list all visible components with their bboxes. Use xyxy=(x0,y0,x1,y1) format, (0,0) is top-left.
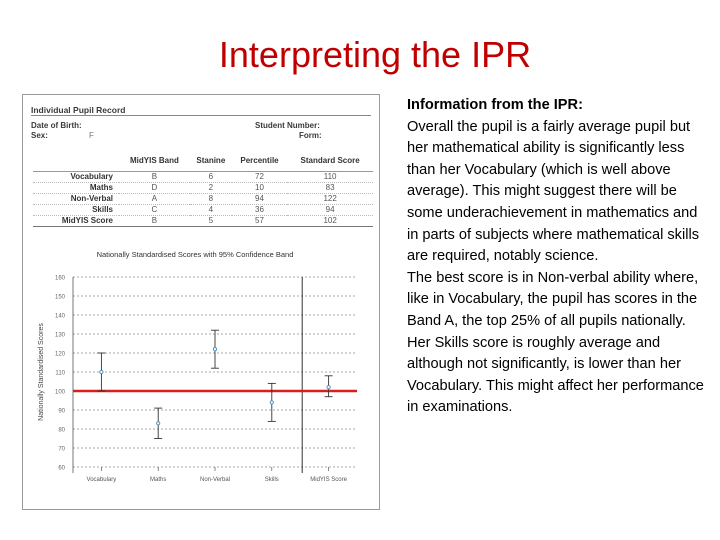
form-label: Form: xyxy=(299,131,322,140)
cell-standard-score: 122 xyxy=(287,194,373,205)
y-tick-label: 80 xyxy=(58,427,65,434)
cell-band: D xyxy=(119,183,190,194)
col-header-percentile: Percentile xyxy=(232,149,287,172)
y-tick-label: 160 xyxy=(54,275,65,282)
chart-svg xyxy=(27,229,373,505)
cell-stanine: 2 xyxy=(190,183,232,194)
cell-percentile: 36 xyxy=(232,205,287,216)
explanation-text xyxy=(407,95,705,419)
table-row xyxy=(33,205,373,216)
confidence-band-chart xyxy=(27,229,373,505)
cell-standard-score: 94 xyxy=(287,205,373,216)
cell-stanine: 8 xyxy=(190,194,232,205)
cell-percentile: 10 xyxy=(232,183,287,194)
row-label: Maths xyxy=(33,183,119,194)
score-point xyxy=(270,401,273,404)
row-label: Skills xyxy=(33,205,119,216)
cell-percentile: 57 xyxy=(232,216,287,227)
dob-label: Date of Birth: xyxy=(31,121,82,130)
y-tick-label: 130 xyxy=(54,332,65,339)
cell-standard-score: 83 xyxy=(287,183,373,194)
cell-band: A xyxy=(119,194,190,205)
x-tick-label: Skills xyxy=(264,477,279,483)
cell-percentile: 94 xyxy=(232,194,287,205)
score-point xyxy=(327,386,330,389)
row-label: Vocabulary xyxy=(33,172,119,183)
x-tick-label: Maths xyxy=(150,477,167,483)
cell-stanine: 6 xyxy=(190,172,232,183)
y-tick-label: 90 xyxy=(58,408,65,415)
y-tick-label: 150 xyxy=(54,294,65,301)
cell-standard-score: 102 xyxy=(287,216,373,227)
col-header-stanine: Stanine xyxy=(190,149,232,172)
cell-band: C xyxy=(119,205,190,216)
cell-band: B xyxy=(119,216,190,227)
y-tick-label: 100 xyxy=(54,389,65,396)
chart-title: Nationally Standardised Scores with 95% Confidence Band xyxy=(96,250,294,259)
paragraph-best-score: The best score is in Non-verbal ability where, like in Vocabulary, the pupil has scores in the Band A, the top 25% of all pupils nationally. Her Skills score is roughly average and although not significantly, is lower than her Vocabulary. This might affect her performance in examinations. xyxy=(407,269,704,416)
row-label: Non-Verbal xyxy=(33,194,119,205)
score-point xyxy=(157,422,160,425)
text-heading: Information from the IPR: xyxy=(407,97,583,113)
ipr-report-image xyxy=(22,94,380,510)
chart-marks xyxy=(73,330,357,438)
slide-title: Interpreting the IPR xyxy=(218,34,532,75)
scores-table xyxy=(33,149,373,227)
y-tick-label: 120 xyxy=(54,351,65,358)
paragraph-overall: Overall the pupil is a fairly average pupil but her mathematical ability is significantly less than her Vocabulary (which is well above average). This might suggest there will be some underachievement in mathematics and in parts of subjects where mathematical skills are required, notably science. xyxy=(407,118,699,265)
table-row xyxy=(33,194,373,205)
score-point xyxy=(100,370,103,373)
sex-label: Sex: xyxy=(31,131,48,140)
cell-percentile: 72 xyxy=(232,172,287,183)
table-row xyxy=(33,183,373,194)
ipr-header xyxy=(27,97,375,227)
x-tick-label: Vocabulary xyxy=(86,477,117,483)
record-title: Individual Pupil Record xyxy=(31,105,126,115)
y-tick-label: 60 xyxy=(58,465,65,472)
cell-standard-score: 110 xyxy=(287,172,373,183)
chart-gridlines xyxy=(55,276,357,484)
col-header-blank xyxy=(33,149,119,172)
chart-y-axis-label: Nationally Standardised Scores xyxy=(38,323,45,421)
sex-value: F xyxy=(89,131,94,140)
col-header-band: MidYIS Band xyxy=(119,149,190,172)
cell-stanine: 5 xyxy=(190,216,232,227)
y-tick-label: 140 xyxy=(54,313,65,320)
x-tick-label: MidYIS Score xyxy=(310,477,347,483)
header-divider xyxy=(31,115,371,116)
row-label: MidYIS Score xyxy=(33,216,119,227)
table-row xyxy=(33,216,373,227)
student-number-label: Student Number: xyxy=(255,121,320,130)
cell-band: B xyxy=(119,172,190,183)
score-point xyxy=(213,348,216,351)
y-tick-label: 110 xyxy=(55,370,65,377)
x-tick-label: Non-Verbal xyxy=(199,477,231,483)
table-row xyxy=(33,172,373,183)
y-tick-label: 70 xyxy=(58,446,65,453)
col-header-standard-score: Standard Score xyxy=(287,149,373,172)
cell-stanine: 4 xyxy=(190,205,232,216)
